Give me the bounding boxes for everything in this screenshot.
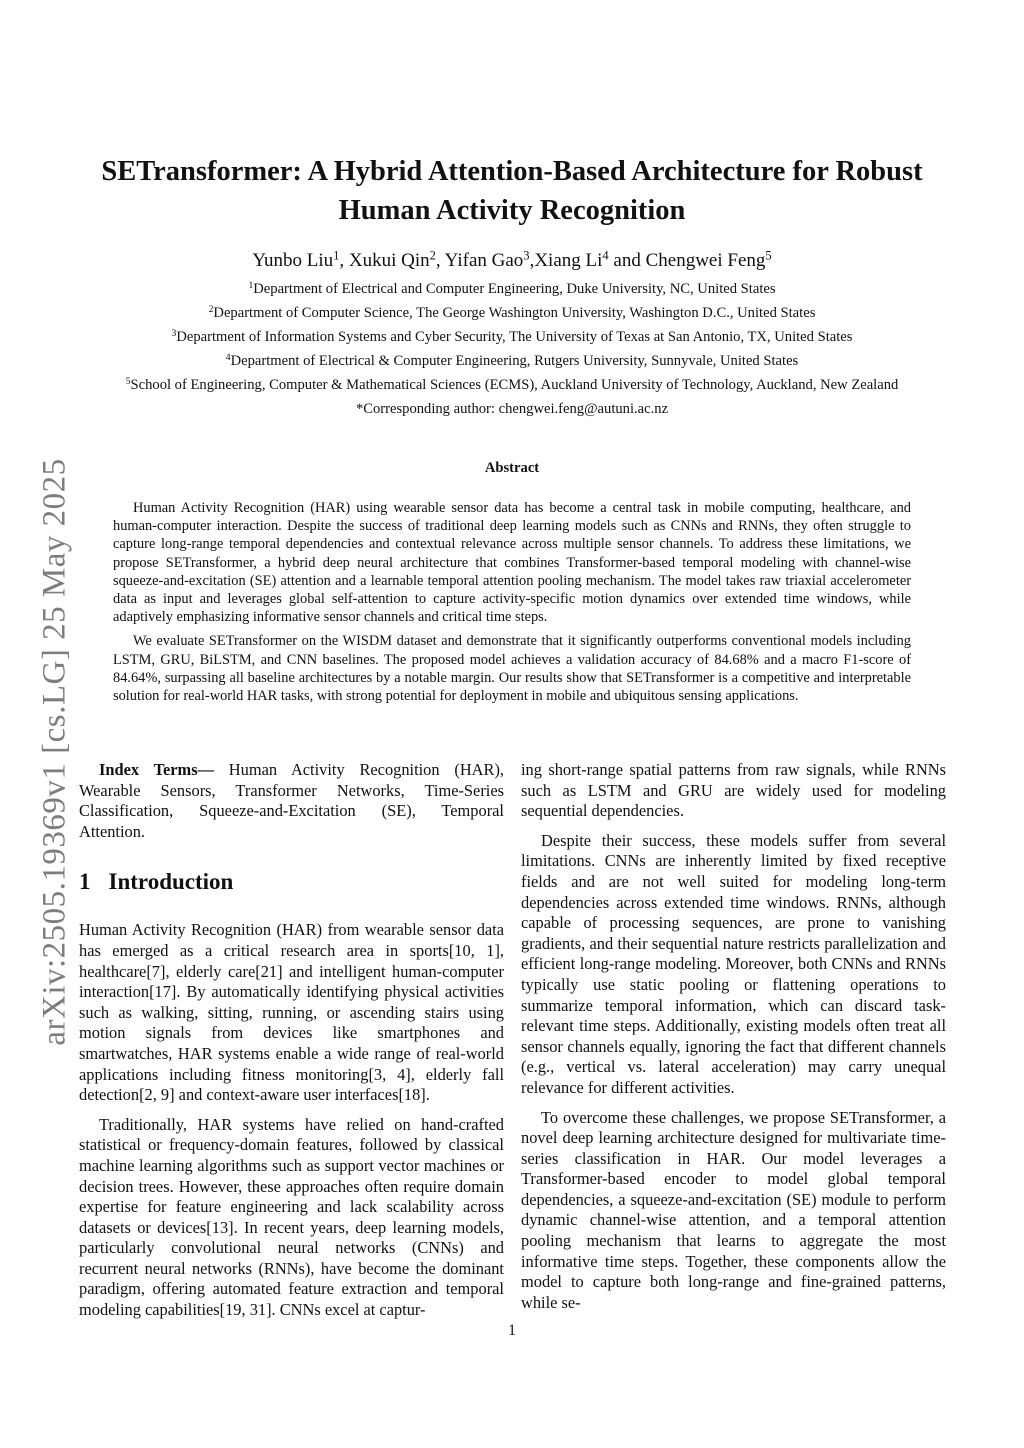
body-paragraph: Despite their success, these models suffer from several limitations. CNNs are inherently limited by fixed receptive fields and are not well suited for modeling long-term dependencies across extended time windows. RNNs, although capable of processing sequences, are prone to vanishing gradients, and their sequential nature restricts parallelization and efficient long-range modeling. Moreover, both CNNs and RNNs typically use static pooling or flattening operations to summarize temporal information, which can discard task-relevant time steps. Additionally, existing models often treat all sensor channels equally, ignoring the fact that different channels (e.g., vertical vs. lateral acceleration) may carry unequal relevance for different activities. [521,830,946,1097]
author: Yifan Gao$^3$, [444,248,535,271]
author: Chengwei Feng$^5$ [645,248,772,271]
arxiv-stamp: arXiv:2505.19369v1 [cs.LG] 25 May 2025 [36,458,73,1046]
body-paragraph: ing short-range spatial patterns from raw signals, while RNNs such as LSTM and GRU are widely used for modeling sequential dependencies. [521,760,946,821]
right-column [521,760,946,1322]
abstract-paragraph: Human Activity Recognition (HAR) using wearable sensor data has become a central task in mobile computing, healthcare, and human-computer interaction. Despite the success of traditional deep learning models such as CNNs and RNNs, they often struggle to capture long-range temporal dependencies and contextual relevance across multiple sensor channels. To address these limitations, we propose SETransformer, a hybrid deep neural architecture that combines Transformer-based temporal modeling with channel-wise squeeze-and-excitation (SE) attention and a learnable temporal attention pooling mechanism. The model takes raw triaxial accelerometer data as input and leverages global self-attention to capture activity-specific motion dynamics over extended time windows, while adaptively emphasizing informative sensor channels and critical time steps. [113,500,911,626]
author: Yunbo Liu$^1$, [252,248,349,271]
left-column [79,760,504,1330]
paper-title: SETransformer: A Hybrid Attention-Based Architecture for Robust Human Activity Recognition [101,156,923,226]
body-paragraph: Traditionally, HAR systems have relied on hand-crafted statistical or frequency-domain features, followed by classical machine learning algorithms such as support vector machines or decision trees. However, these approaches often require domain expertise for feature engineering and lack scalability across datasets or devices[13]. In recent years, deep learning models, particularly convolutional neural networks (CNNs) and recurrent neural networks (RNNs), have become the dominant paradigm, offering automated feature extraction and temporal modeling capabilities[19, 31]. CNNs excel at captur- [79,1114,504,1320]
affiliation: $^5$School of Engineering, Computer & Mathematical Sciences (ECMS), Auckland University of Technology, Auckland, New Zealand [125,376,899,393]
page-number: 1 [508,1322,516,1339]
affiliation: $^3$Department of Information Systems and Cyber Security, The University of Texas at San Antonio, TX, United States [171,328,853,345]
author: Xukui Qin$^2$, [348,248,445,271]
body-paragraph: To overcome these challenges, we propose SETransformer, a novel deep learning architecture designed for multivariate time-series classification in HAR. Our model leverages a Transformer-based encoder to model global temporal dependencies, a squeeze-and-excitation (SE) module to perform dynamic channel-wise attention, and a temporal attention pooling mechanism that learns to aggregate the most informative time steps. Together, these components allow the model to capture both long-range and fine-grained patterns, while se- [521,1107,946,1312]
affiliation: $^4$Department of Electrical & Computer Engineering, Rutgers University, Sunnyvale, United States [225,352,799,369]
section-heading: 1 Introduction [79,869,234,895]
body-paragraph: Human Activity Recognition (HAR) from wearable sensor data has emerged as a critical research area in sports[10, 1], healthcare[7], elderly care[21] and intelligent human-computer interaction[17]. By automatically identifying physical activities such as walking, sitting, running, or ascending stairs using motion signals from devices like smartphones and smartwatches, HAR systems enable a wide range of real-world applications including fitness monitoring[3, 4], elderly fall detection[2, 9] and context-aware user interfaces[18]. [79,920,504,1105]
abstract-heading: Abstract [484,460,540,476]
corresponding-author: *Corresponding author: chengwei.feng@autuni.ac.nz [355,401,669,417]
affiliation: $^2$Department of Computer Science, The George Washington University, Washington D.C., United States [208,304,816,321]
affiliation: $^1$Department of Electrical and Computer Engineering, Duke University, NC, United States [248,280,776,297]
author-list [60,248,964,274]
index-terms: Index Terms— Human Activity Recognition (HAR), Wearable Sensors, Transformer Networks, Time-Series Classification, Squeeze-and-Excitation (SE), Temporal Attention. [79,760,504,841]
abstract [113,499,911,711]
affiliation-list [40,277,984,421]
abstract-paragraph: We evaluate SETransformer on the WISDM dataset and demonstrate that it significantly outperforms conventional models including LSTM, GRU, BiLSTM, and CNN baselines. The proposed model achieves a validation accuracy of 84.68% and a macro F1-score of 84.64%, surpassing all baseline architectures by a notable margin. Our results show that SETransformer is a competitive and interpretable solution for real-world HAR tasks, with strong potential for deployment in mobile and ubiquitous sensing applications. [113,633,911,705]
author: Xiang Li$^4$ and [534,248,646,271]
index-terms-label: Index Terms— [99,760,214,779]
